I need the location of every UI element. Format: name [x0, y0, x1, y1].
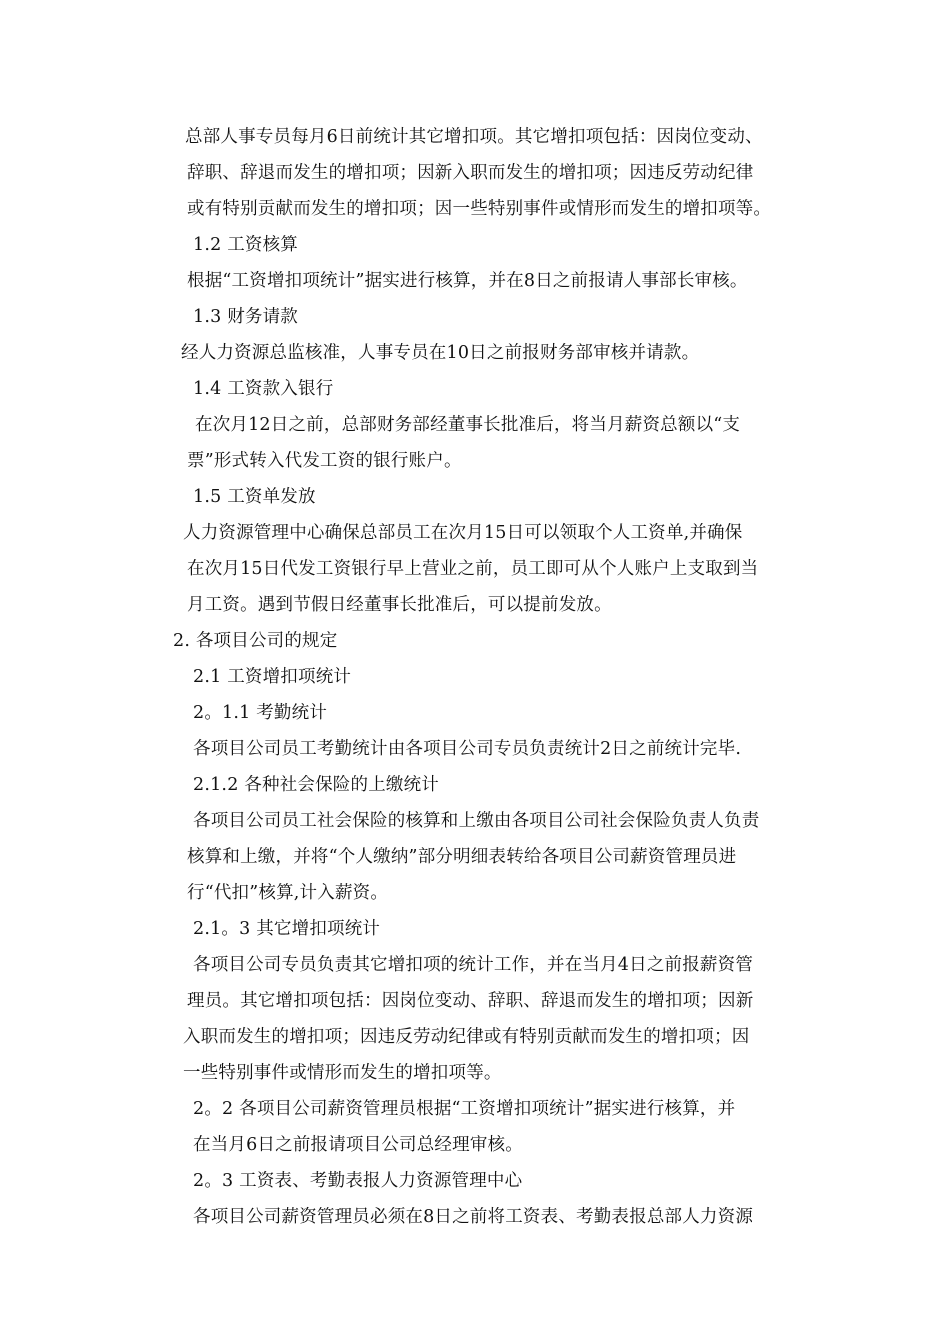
text-line: 月工资。遇到节假日经董事长批准后，可以提前发放。 — [187, 595, 612, 615]
section-heading: 1.5 工资单发放 — [193, 487, 316, 507]
text-line: 票”形式转入代发工资的银行账户。 — [187, 451, 462, 471]
text-line: 辞职、辞退而发生的增扣项；因新入职而发生的增扣项；因违反劳动纪律 — [187, 163, 754, 183]
section-heading: 2。3 工资表、考勤表报人力资源管理中心 — [193, 1171, 523, 1191]
text-line: 理员。其它增扣项包括：因岗位变动、辞职、辞退而发生的增扣项；因新 — [187, 991, 754, 1011]
section-heading: 1.3 财务请款 — [193, 307, 298, 327]
text-line: 在当月6日之前报请项目公司总经理审核。 — [193, 1135, 523, 1155]
text-line: 各项目公司薪资管理员必须在8日之前将工资表、考勤表报总部人力资源 — [193, 1207, 754, 1227]
section-heading: 2。1.1 考勤统计 — [193, 703, 328, 723]
text-line: 各项目公司员工社会保险的核算和上缴由各项目公司社会保险负责人负责 — [193, 811, 760, 831]
text-line: 一些特别事件或情形而发生的增扣项等。 — [183, 1063, 502, 1083]
section-heading: 2.1 工资增扣项统计 — [193, 667, 352, 687]
text-line: 经人力资源总监核准，人事专员在10日之前报财务部审核并请款。 — [181, 343, 700, 363]
text-line: 总部人事专员每月6日前统计其它增扣项。其它增扣项包括：因岗位变动、 — [185, 127, 763, 147]
text-line: 入职而发生的增扣项；因违反劳动纪律或有特别贡献而发生的增扣项；因 — [183, 1027, 750, 1047]
section-heading: 2. 各项目公司的规定 — [173, 631, 338, 651]
text-line: 各项目公司员工考勤统计由各项目公司专员负责统计2日之前统计完毕. — [193, 739, 742, 759]
text-line: 核算和上缴，并将“个人缴纳”部分明细表转给各项目公司薪资管理员进 — [187, 847, 737, 867]
section-heading: 1.2 工资核算 — [193, 235, 298, 255]
text-line: 行“代扣”核算,计入薪资。 — [187, 883, 389, 903]
section-heading: 2.1。3 其它增扣项统计 — [193, 919, 381, 939]
section-heading: 1.4 工资款入银行 — [193, 379, 334, 399]
text-line: 各项目公司专员负责其它增扣项的统计工作，并在当月4日之前报薪资管 — [193, 955, 754, 975]
section-heading: 2。2 各项目公司薪资管理员根据“工资增扣项统计”据实进行核算，并 — [193, 1099, 736, 1119]
text-line: 或有特别贡献而发生的增扣项；因一些特别事件或情形而发生的增扣项等。 — [187, 199, 772, 219]
text-line: 人力资源管理中心确保总部员工在次月15日可以领取个人工资单,并确保 — [183, 523, 743, 543]
section-heading: 2.1.2 各种社会保险的上缴统计 — [193, 775, 439, 795]
text-line: 在次月15日代发工资银行早上营业之前，员工即可从个人账户上支取到当 — [187, 559, 759, 579]
text-line: 在次月12日之前，总部财务部经董事长批准后，将当月薪资总额以“支 — [195, 415, 741, 435]
text-line: 根据“工资增扣项统计”据实进行核算，并在8日之前报请人事部长审核。 — [187, 271, 748, 291]
